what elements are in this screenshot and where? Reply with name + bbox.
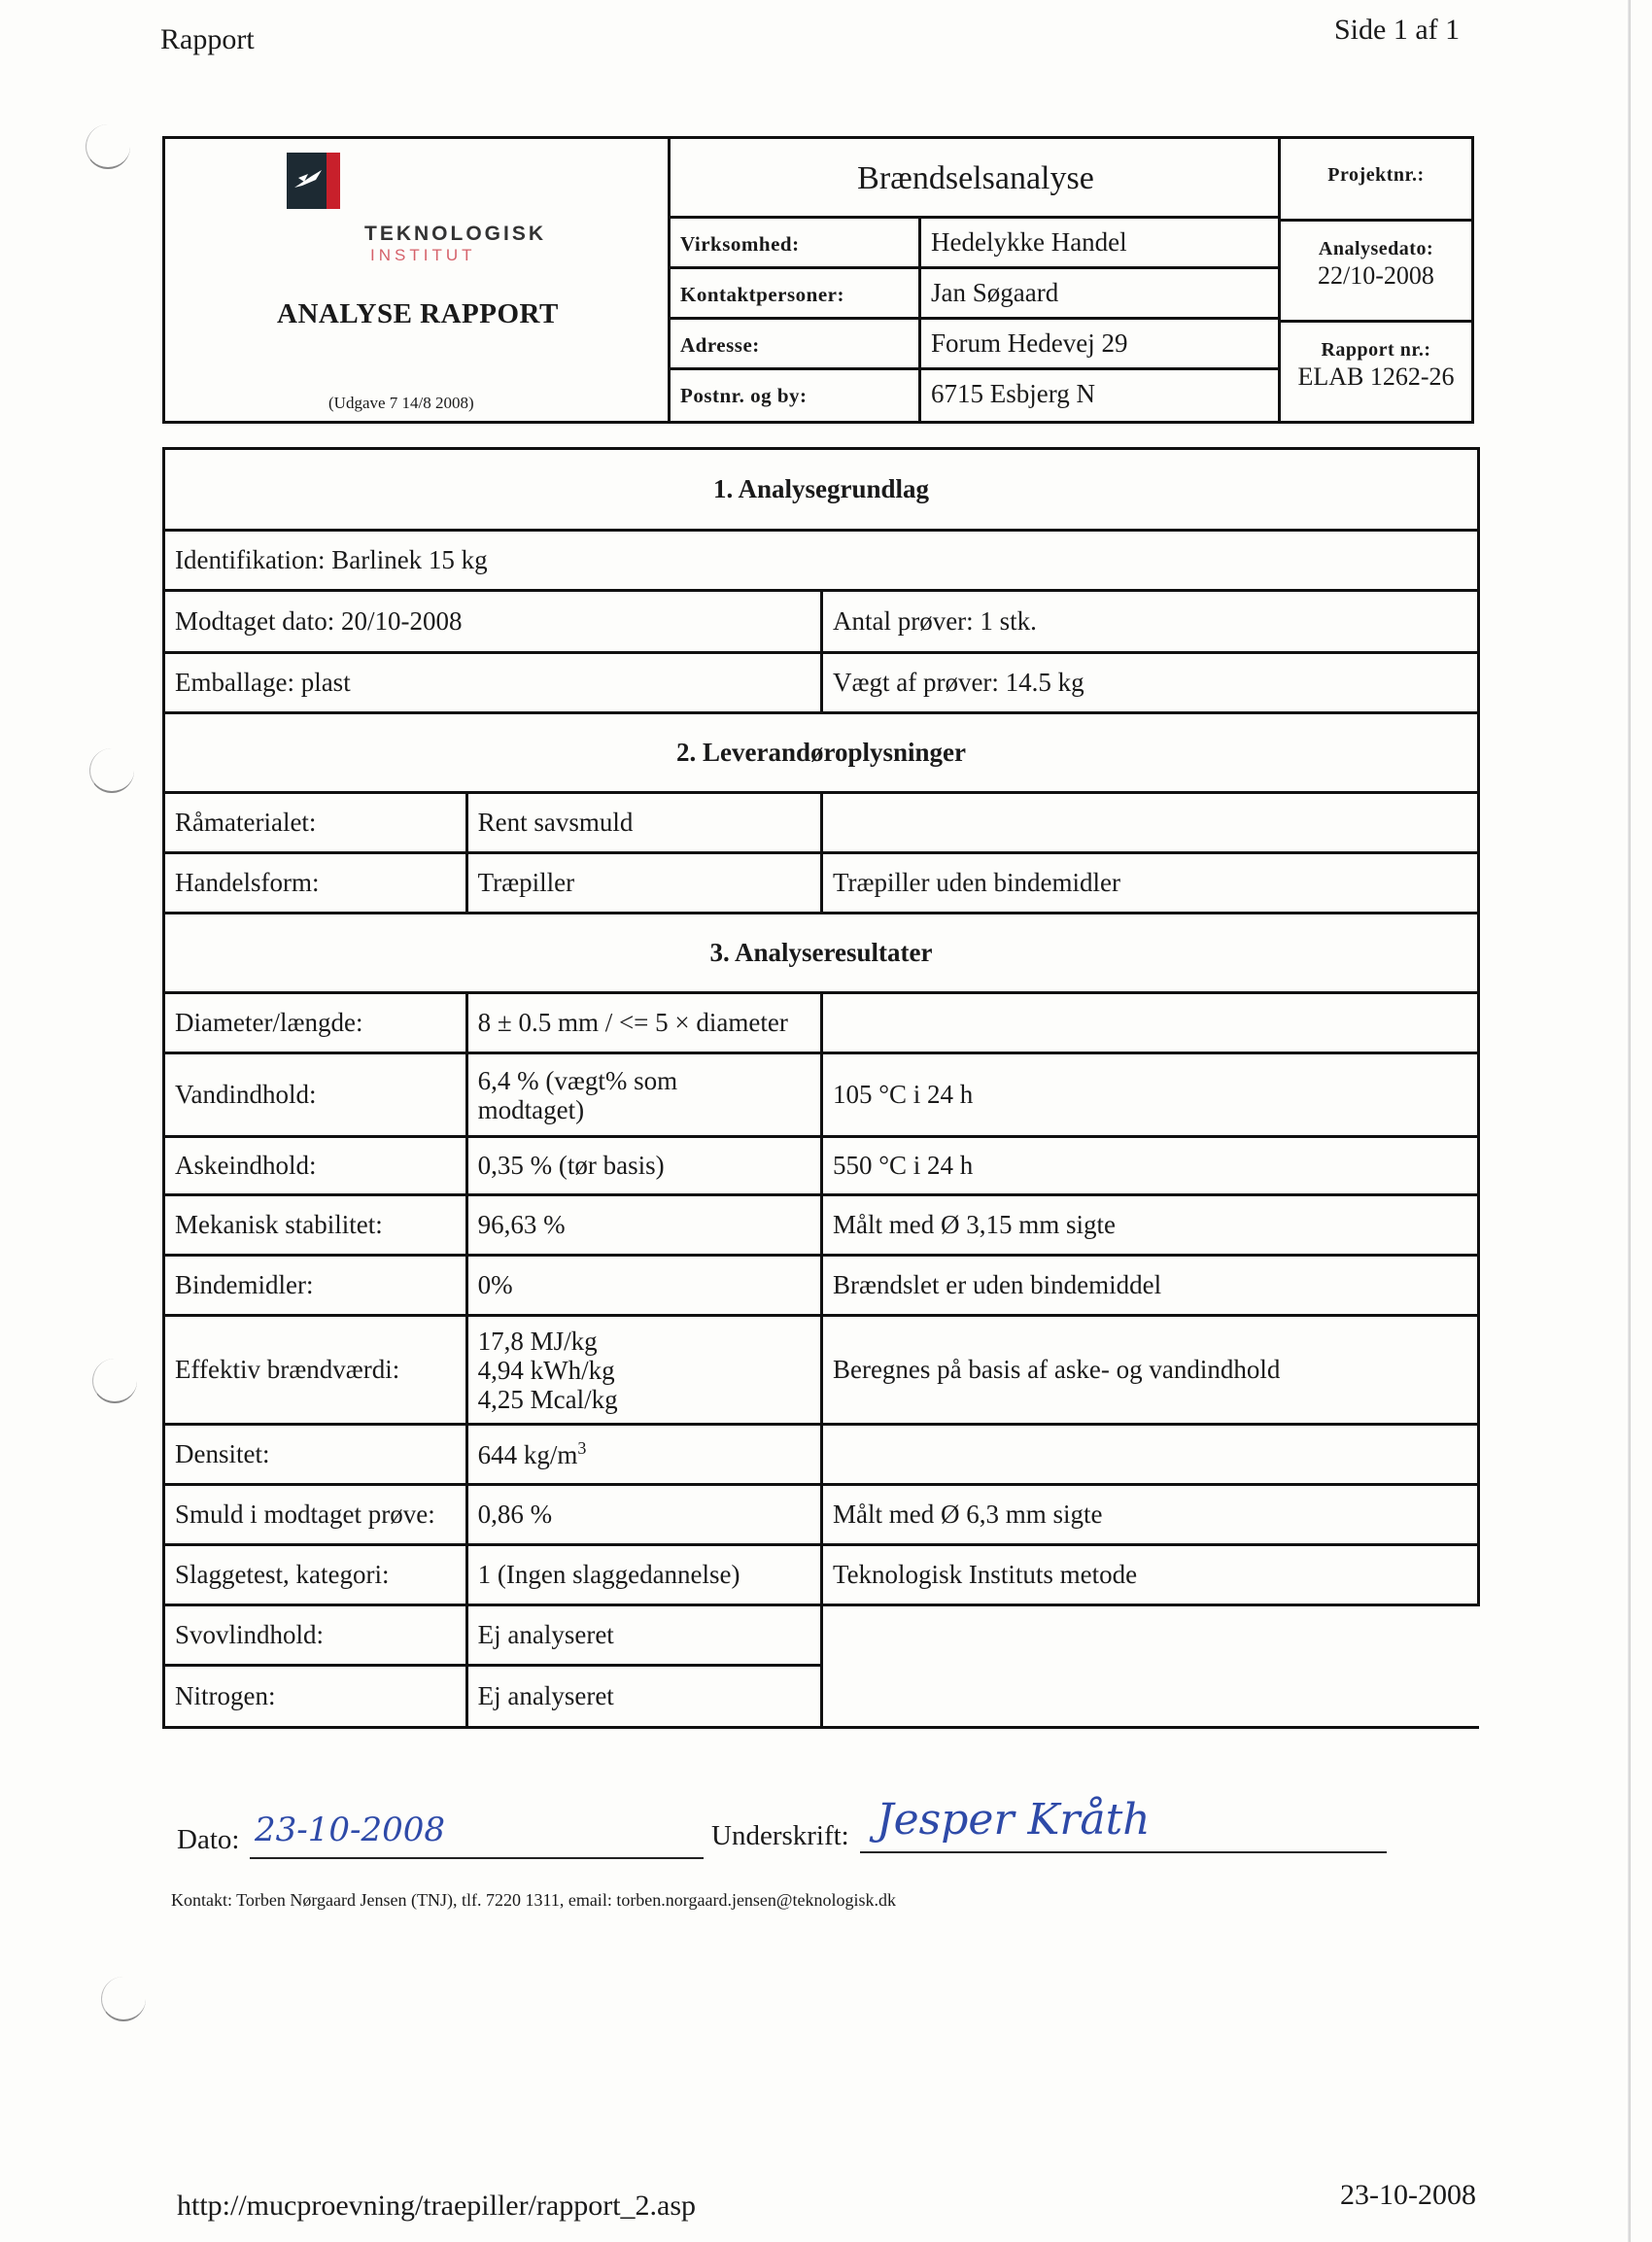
row-value: Rent savsmuld [466,793,821,853]
underskrift-label: Underskrift: [711,1820,849,1851]
info-value: Forum Hedevej 29 [931,328,1128,358]
info-row-adresse [671,320,1281,370]
row-value: 0,86 % [466,1485,821,1545]
row-label: Bindemidler: [164,1256,467,1316]
row-label: Mekanisk stabilitet: [164,1195,467,1256]
table-row [164,1053,1479,1137]
row-label: Askeindhold: [164,1137,467,1195]
info-label: Kontaktpersoner: [671,269,921,317]
page-edge [1628,0,1631,2242]
row-label: Vandindhold: [164,1053,467,1137]
row-value: 0% [466,1256,821,1316]
info-value: Hedelykke Handel [931,227,1127,257]
report-meta [1281,139,1471,421]
row-value: Træpiller [466,853,821,914]
value-line: 4,25 Mcal/kg [477,1384,618,1414]
value-line: 6,4 % (vægt% som [477,1065,678,1095]
row-note: 550 °C i 24 h [821,1137,1478,1195]
dato-handwritten: 23-10-2008 [255,1811,446,1849]
section-header-analysegrundlag [164,449,1479,531]
info-label: Postnr. og by: [671,370,921,421]
vaegt-af-prover: Vægt af prøver: 14.5 kg [821,653,1478,713]
table-row [164,1545,1479,1605]
section-header-analyseresultater [164,914,1479,993]
table-row [164,591,1479,653]
info-row-kontaktpersoner [671,269,1281,320]
logo-text-line2: INSTITUT [370,246,476,264]
table-row [164,1605,1479,1666]
table-row [164,1316,1479,1425]
table-row [164,531,1479,591]
teknologisk-institut-logo-icon [287,153,340,209]
report-header [162,136,1474,424]
section-header-leverandor [164,713,1479,793]
table-row [164,653,1479,713]
header-left: Rapport [160,23,255,55]
row-label: Råmaterialet: [164,793,467,853]
dato-line [250,1857,704,1859]
modtaget-dato: Modtaget dato: 20/10-2008 [164,591,822,653]
row-label: Effektiv brændværdi: [164,1316,467,1425]
density-value: 644 kg/m [477,1440,578,1469]
edition-note: (Udgave 7 14/8 2008) [328,394,474,412]
row-label: Diameter/længde: [164,993,467,1053]
table-row [164,1485,1479,1545]
logo-cell [165,139,671,421]
section-title: 3. Analyseresultater [164,914,1479,993]
antal-prover: Antal prøver: 1 stk. [821,591,1478,653]
row-note: Træpiller uden bindemidler [821,853,1478,914]
row-note [821,793,1478,853]
signature-handwritten: Jesper Kråth [877,1795,1151,1845]
info-row-virksomhed [671,219,1281,269]
page-number: Side 1 af 1 [1334,14,1461,46]
row-note: Brændslet er uden bindemiddel [821,1256,1478,1316]
info-label: Virksomhed: [671,219,921,266]
value-line: modtaget) [477,1094,585,1124]
row-label: Densitet: [164,1425,467,1485]
row-value [466,1053,821,1137]
row-value [466,1316,821,1425]
table-row [164,993,1479,1053]
analysedato-value: 22/10-2008 [1318,261,1434,290]
section-title: 2. Leverandøroplysninger [164,713,1479,793]
table-row [164,1195,1479,1256]
projekt-label: Projektnr.: [1327,164,1425,186]
info-label: Adresse: [671,320,921,367]
report-title: Brændselsanalyse [671,139,1281,219]
document-type: ANALYSE RAPPORT [277,298,559,329]
row-note [821,1425,1478,1485]
rapport-nr-value: ELAB 1262-26 [1297,362,1455,391]
info-value: 6715 Esbjerg N [931,379,1095,408]
row-note: Målt med Ø 3,15 mm sigte [821,1195,1478,1256]
row-value [466,1425,821,1485]
value-line: 4,94 kWh/kg [477,1355,615,1385]
row-label: Handelsform: [164,853,467,914]
divider [1281,219,1471,222]
underskrift-line [860,1851,1387,1853]
analysis-table [162,447,1480,1729]
punch-hole [101,1977,146,2021]
row-label: Svovlindhold: [164,1605,467,1666]
row-note: Teknologisk Instituts metode [821,1545,1478,1605]
footer-date: 23-10-2008 [1340,2179,1476,2211]
row-value: 0,35 % (tør basis) [466,1137,821,1195]
density-exponent: 3 [577,1438,587,1458]
empty-cell [821,1605,1478,1728]
row-label: Nitrogen: [164,1666,467,1728]
contact-line: Kontakt: Torben Nørgaard Jensen (TNJ), tlf. 7220 1311, email: torben.norgaard.jensen@teknologisk.dk [171,1890,896,1910]
dato-label: Dato: [177,1824,240,1855]
row-value: 96,63 % [466,1195,821,1256]
punch-hole [89,748,134,793]
table-row [164,853,1479,914]
row-value: Ej analyseret [466,1666,821,1728]
row-value: Ej analyseret [466,1605,821,1666]
row-label: Smuld i modtaget prøve: [164,1485,467,1545]
info-value: Jan Søgaard [931,278,1059,307]
table-row [164,1137,1479,1195]
row-value: 1 (Ingen slaggedannelse) [466,1545,821,1605]
footer-url: http://mucproevning/traepiller/rapport_2.asp [177,2190,697,2222]
divider [1281,320,1471,323]
row-note: 105 °C i 24 h [821,1053,1478,1137]
table-row [164,1256,1479,1316]
row-label: Slaggetest, kategori: [164,1545,467,1605]
logo-text-line1: TEKNOLOGISK [364,223,547,245]
info-row-postnr [671,370,1281,421]
punch-hole [92,1359,137,1403]
row-note: Beregnes på basis af aske- og vandindhold [821,1316,1478,1425]
table-row [164,793,1479,853]
punch-hole [86,124,130,169]
identifikation: Identifikation: Barlinek 15 kg [164,531,1479,591]
row-value: 8 ± 0.5 mm / <= 5 × diameter [466,993,821,1053]
emballage: Emballage: plast [164,653,822,713]
analysedato-label: Analysedato: [1318,238,1434,259]
row-note [821,993,1478,1053]
signature-area [177,1795,1440,1890]
value-line: 17,8 MJ/kg [477,1326,598,1356]
section-title: 1. Analysegrundlag [164,449,1479,531]
customer-info [671,139,1281,421]
table-row [164,1425,1479,1485]
rapport-nr-label: Rapport nr.: [1321,339,1431,361]
row-note: Målt med Ø 6,3 mm sigte [821,1485,1478,1545]
